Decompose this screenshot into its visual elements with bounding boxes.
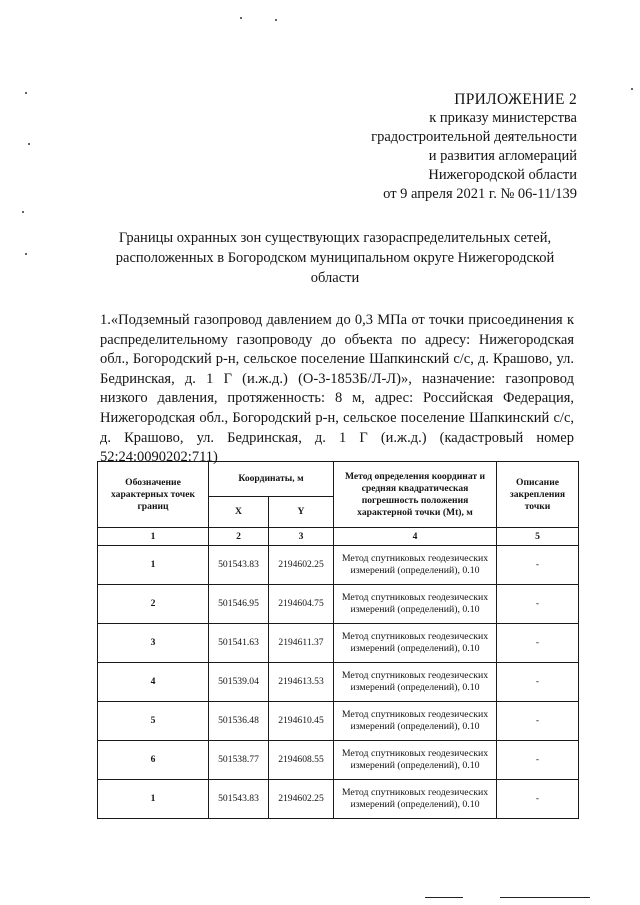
scan-speck xyxy=(631,88,633,90)
column-numbers-row xyxy=(98,528,579,546)
method-cell: Метод спутниковых геодезических измерений (определений), 0.10 xyxy=(334,702,497,741)
header-description: Описание закрепления точки xyxy=(497,462,579,528)
y-cell: 2194613.53 xyxy=(269,663,334,702)
scan-speck xyxy=(28,143,30,145)
point-cell: 6 xyxy=(98,741,209,780)
header-method: Метод определения координат и средняя квадратическая погрешность положения характерной точки (Mt), м xyxy=(334,462,497,528)
appendix-line: градостроительной деятельности xyxy=(371,129,577,145)
table-row xyxy=(98,741,579,780)
point-cell: 1 xyxy=(98,546,209,585)
method-cell: Метод спутниковых геодезических измерений (определений), 0.10 xyxy=(334,624,497,663)
column-number: 2 xyxy=(209,528,269,546)
scan-speck xyxy=(240,17,242,19)
y-cell: 2194608.55 xyxy=(269,741,334,780)
y-cell: 2194602.25 xyxy=(269,546,334,585)
table-row xyxy=(98,585,579,624)
header-x: X xyxy=(209,497,269,528)
description-cell: - xyxy=(497,702,579,741)
method-cell: Метод спутниковых геодезических измерений (определений), 0.10 xyxy=(334,663,497,702)
method-cell: Метод спутниковых геодезических измерений (определений), 0.10 xyxy=(334,585,497,624)
header-coordinates: Координаты, м xyxy=(209,462,334,497)
appendix-line: и развития агломераций xyxy=(428,148,577,164)
method-cell: Метод спутниковых геодезических измерений (определений), 0.10 xyxy=(334,546,497,585)
x-cell: 501543.83 xyxy=(209,780,269,819)
y-cell: 2194611.37 xyxy=(269,624,334,663)
scan-speck xyxy=(25,253,27,255)
column-number: 1 xyxy=(98,528,209,546)
appendix-line: Нижегородской области xyxy=(428,167,577,183)
coordinates-table xyxy=(97,461,579,819)
description-cell: - xyxy=(497,624,579,663)
description-cell: - xyxy=(497,585,579,624)
appendix-line: от 9 апреля 2021 г. № 06-11/139 xyxy=(383,186,577,202)
scan-artifact-line xyxy=(425,897,463,898)
x-cell: 501541.63 xyxy=(209,624,269,663)
object-description: 1.«Подземный газопровод давлением до 0,3 МПа от точки присоединения к распределительному газопроводу до объекта по адресу: Нижегородская обл., Богородский р-н, сельское поселение Шапкинский с/с, д. Крашово, ул. Бедринская, д. 1 Г (и.ж.д.) (О-3-1853Б/Л-Л)», назначение: газопровод низкого давления, протяженность: 8 м, адрес: Российская Федерация, Нижегородская обл., Богородский р-н, сельское поселение Шапкинский с/с, д. Крашово, ул. Бедринская, д. 1 Г (и.ж.д.) (кадастровый номер 52:24:0090202:711) xyxy=(100,312,574,466)
x-cell: 501543.83 xyxy=(209,546,269,585)
method-cell: Метод спутниковых геодезических измерений (определений), 0.10 xyxy=(334,780,497,819)
table-row xyxy=(98,624,579,663)
description-cell: - xyxy=(497,663,579,702)
document-title: Границы охранных зон существующих газораспределительных сетей, расположенных в Богородском муниципальном округе Нижегородской области xyxy=(115,230,555,286)
point-cell: 2 xyxy=(98,585,209,624)
x-cell: 501539.04 xyxy=(209,663,269,702)
appendix-header xyxy=(371,90,577,204)
table-row xyxy=(98,780,579,819)
y-cell: 2194610.45 xyxy=(269,702,334,741)
description-cell: - xyxy=(497,741,579,780)
y-cell: 2194604.75 xyxy=(269,585,334,624)
x-cell: 501536.48 xyxy=(209,702,269,741)
x-cell: 501538.77 xyxy=(209,741,269,780)
column-number: 4 xyxy=(334,528,497,546)
x-cell: 501546.95 xyxy=(209,585,269,624)
column-number: 3 xyxy=(269,528,334,546)
y-cell: 2194602.25 xyxy=(269,780,334,819)
description-cell: - xyxy=(497,546,579,585)
column-number: 5 xyxy=(497,528,579,546)
point-cell: 3 xyxy=(98,624,209,663)
description-cell: - xyxy=(497,780,579,819)
point-cell: 4 xyxy=(98,663,209,702)
header-designation: Обозначение характерных точек границ xyxy=(98,462,209,528)
scan-speck xyxy=(275,19,277,21)
header-y: Y xyxy=(269,497,334,528)
appendix-title: ПРИЛОЖЕНИЕ 2 xyxy=(454,91,577,108)
scan-speck xyxy=(25,92,27,94)
table-row xyxy=(98,702,579,741)
table-row xyxy=(98,663,579,702)
point-cell: 5 xyxy=(98,702,209,741)
appendix-line: к приказу министерства xyxy=(429,110,577,126)
scan-speck xyxy=(22,211,24,213)
table-row xyxy=(98,546,579,585)
point-cell: 1 xyxy=(98,780,209,819)
scan-artifact-line xyxy=(500,897,590,898)
method-cell: Метод спутниковых геодезических измерений (определений), 0.10 xyxy=(334,741,497,780)
